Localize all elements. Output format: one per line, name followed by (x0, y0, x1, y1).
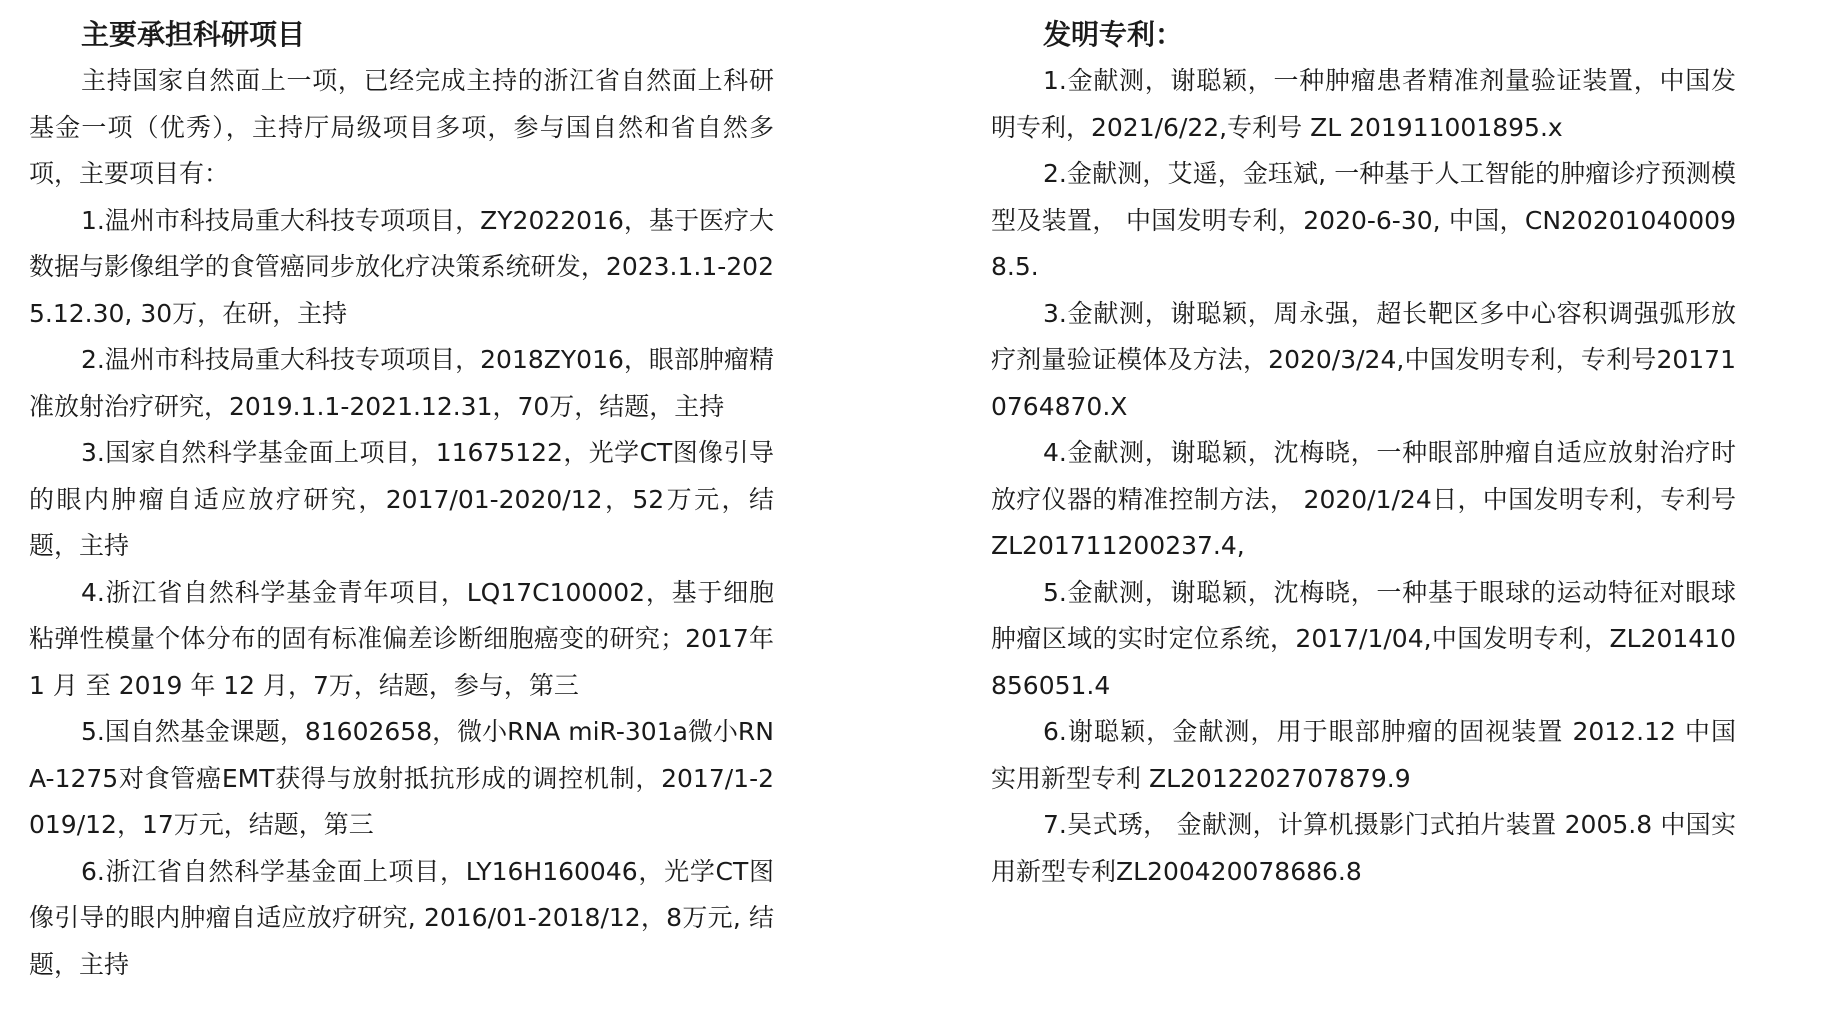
project-item-4: 4.浙江省自然科学基金青年项目，LQ17C100002，基于细胞粘弹性模量个体分布的固有标准偏差诊断细胞癌变的研究；2017年 1 月 至 2019 年 12 月，7万，结题，参与，第三 (29, 577, 774, 700)
patent-item-1: 1.金献测，谢聪颖，一种肿瘤患者精准剂量验证装置，中国发明专利，2021/6/22,专利号 ZL 201911001895.x (991, 66, 1736, 142)
project-item-1: 1.温州市科技局重大科技专项项目，ZY2022016，基于医疗大数据与影像组学的食管癌同步放化疗决策系统研发，2023.1.1-2025.12.30, 30万，在研，主持 (29, 205, 774, 328)
project-item-3: 3.国家自然科学基金面上项目，11675122，光学CT图像引导的眼内肿瘤自适应放疗研究，2017/01-2020/12，52万元，结题，主持 (29, 438, 774, 560)
patent-item-5: 5.金献测，谢聪颖，沈梅晓，一种基于眼球的运动特征对眼球肿瘤区域的实时定位系统，2017/1/04,中国发明专利，ZL201410856051.4 (991, 577, 1736, 700)
project-item-5: 5.国自然基金课题，81602658，微小RNA miR-301a微小RNA-1275对食管癌EMT获得与放射抵抗形成的调控机制，2017/1-2019/12，17万元，结题，第三 (29, 717, 775, 839)
patent-item-3: 3.金献测，谢聪颖，周永强，超长靶区多中心容积调强弧形放疗剂量验证模体及方法，2020/3/24,中国发明专利，专利号201710764870.X (991, 298, 1736, 421)
patent-item-7: 7.吴式琇， 金献测，计算机摄影门式拍片装置 2005.8 中国实用新型专利ZL200420078686.8 (991, 810, 1736, 886)
project-item-2: 2.温州市科技局重大科技专项项目，2018ZY016，眼部肿瘤精准放射治疗研究，2019.1.1-2021.12.31，70万，结题，主持 (29, 345, 774, 421)
project-item-6: 6.浙江省自然科学基金面上项目，LY16H160046，光学CT图像引导的眼内肿瘤自适应放疗研究, 2016/01-2018/12，8万元, 结题，主持 (29, 856, 774, 979)
research-intro-paragraph: 主持国家自然面上一项，已经完成主持的浙江省自然面上科研基金一项（优秀），主持厅局级项目多项，参与国自然和省自然多项，主要项目有： (29, 66, 774, 188)
patent-item-2: 2.金献测，艾遥，金珏斌, 一种基于人工智能的肿瘤诊疗预测模型及装置， 中国发明专利，2020-6-30, 中国，CN202010400098.5. (991, 159, 1736, 281)
patents-heading: 发明专利： (1043, 18, 1184, 51)
research-projects-section (29, 12, 774, 988)
patent-item-6: 6.谢聪颖，金献测，用于眼部肿瘤的固视装置 2012.12 中国实用新型专利 ZL2012202707879.9 (991, 717, 1736, 793)
research-projects-heading: 主要承担科研项目 (81, 18, 306, 51)
patent-item-4: 4.金献测，谢聪颖，沈梅晓，一种眼部肿瘤自适应放射治疗时放疗仪器的精准控制方法， 2020/1/24日，中国发明专利，专利号ZL201711200237.4, (991, 438, 1736, 560)
patents-section (991, 12, 1736, 895)
